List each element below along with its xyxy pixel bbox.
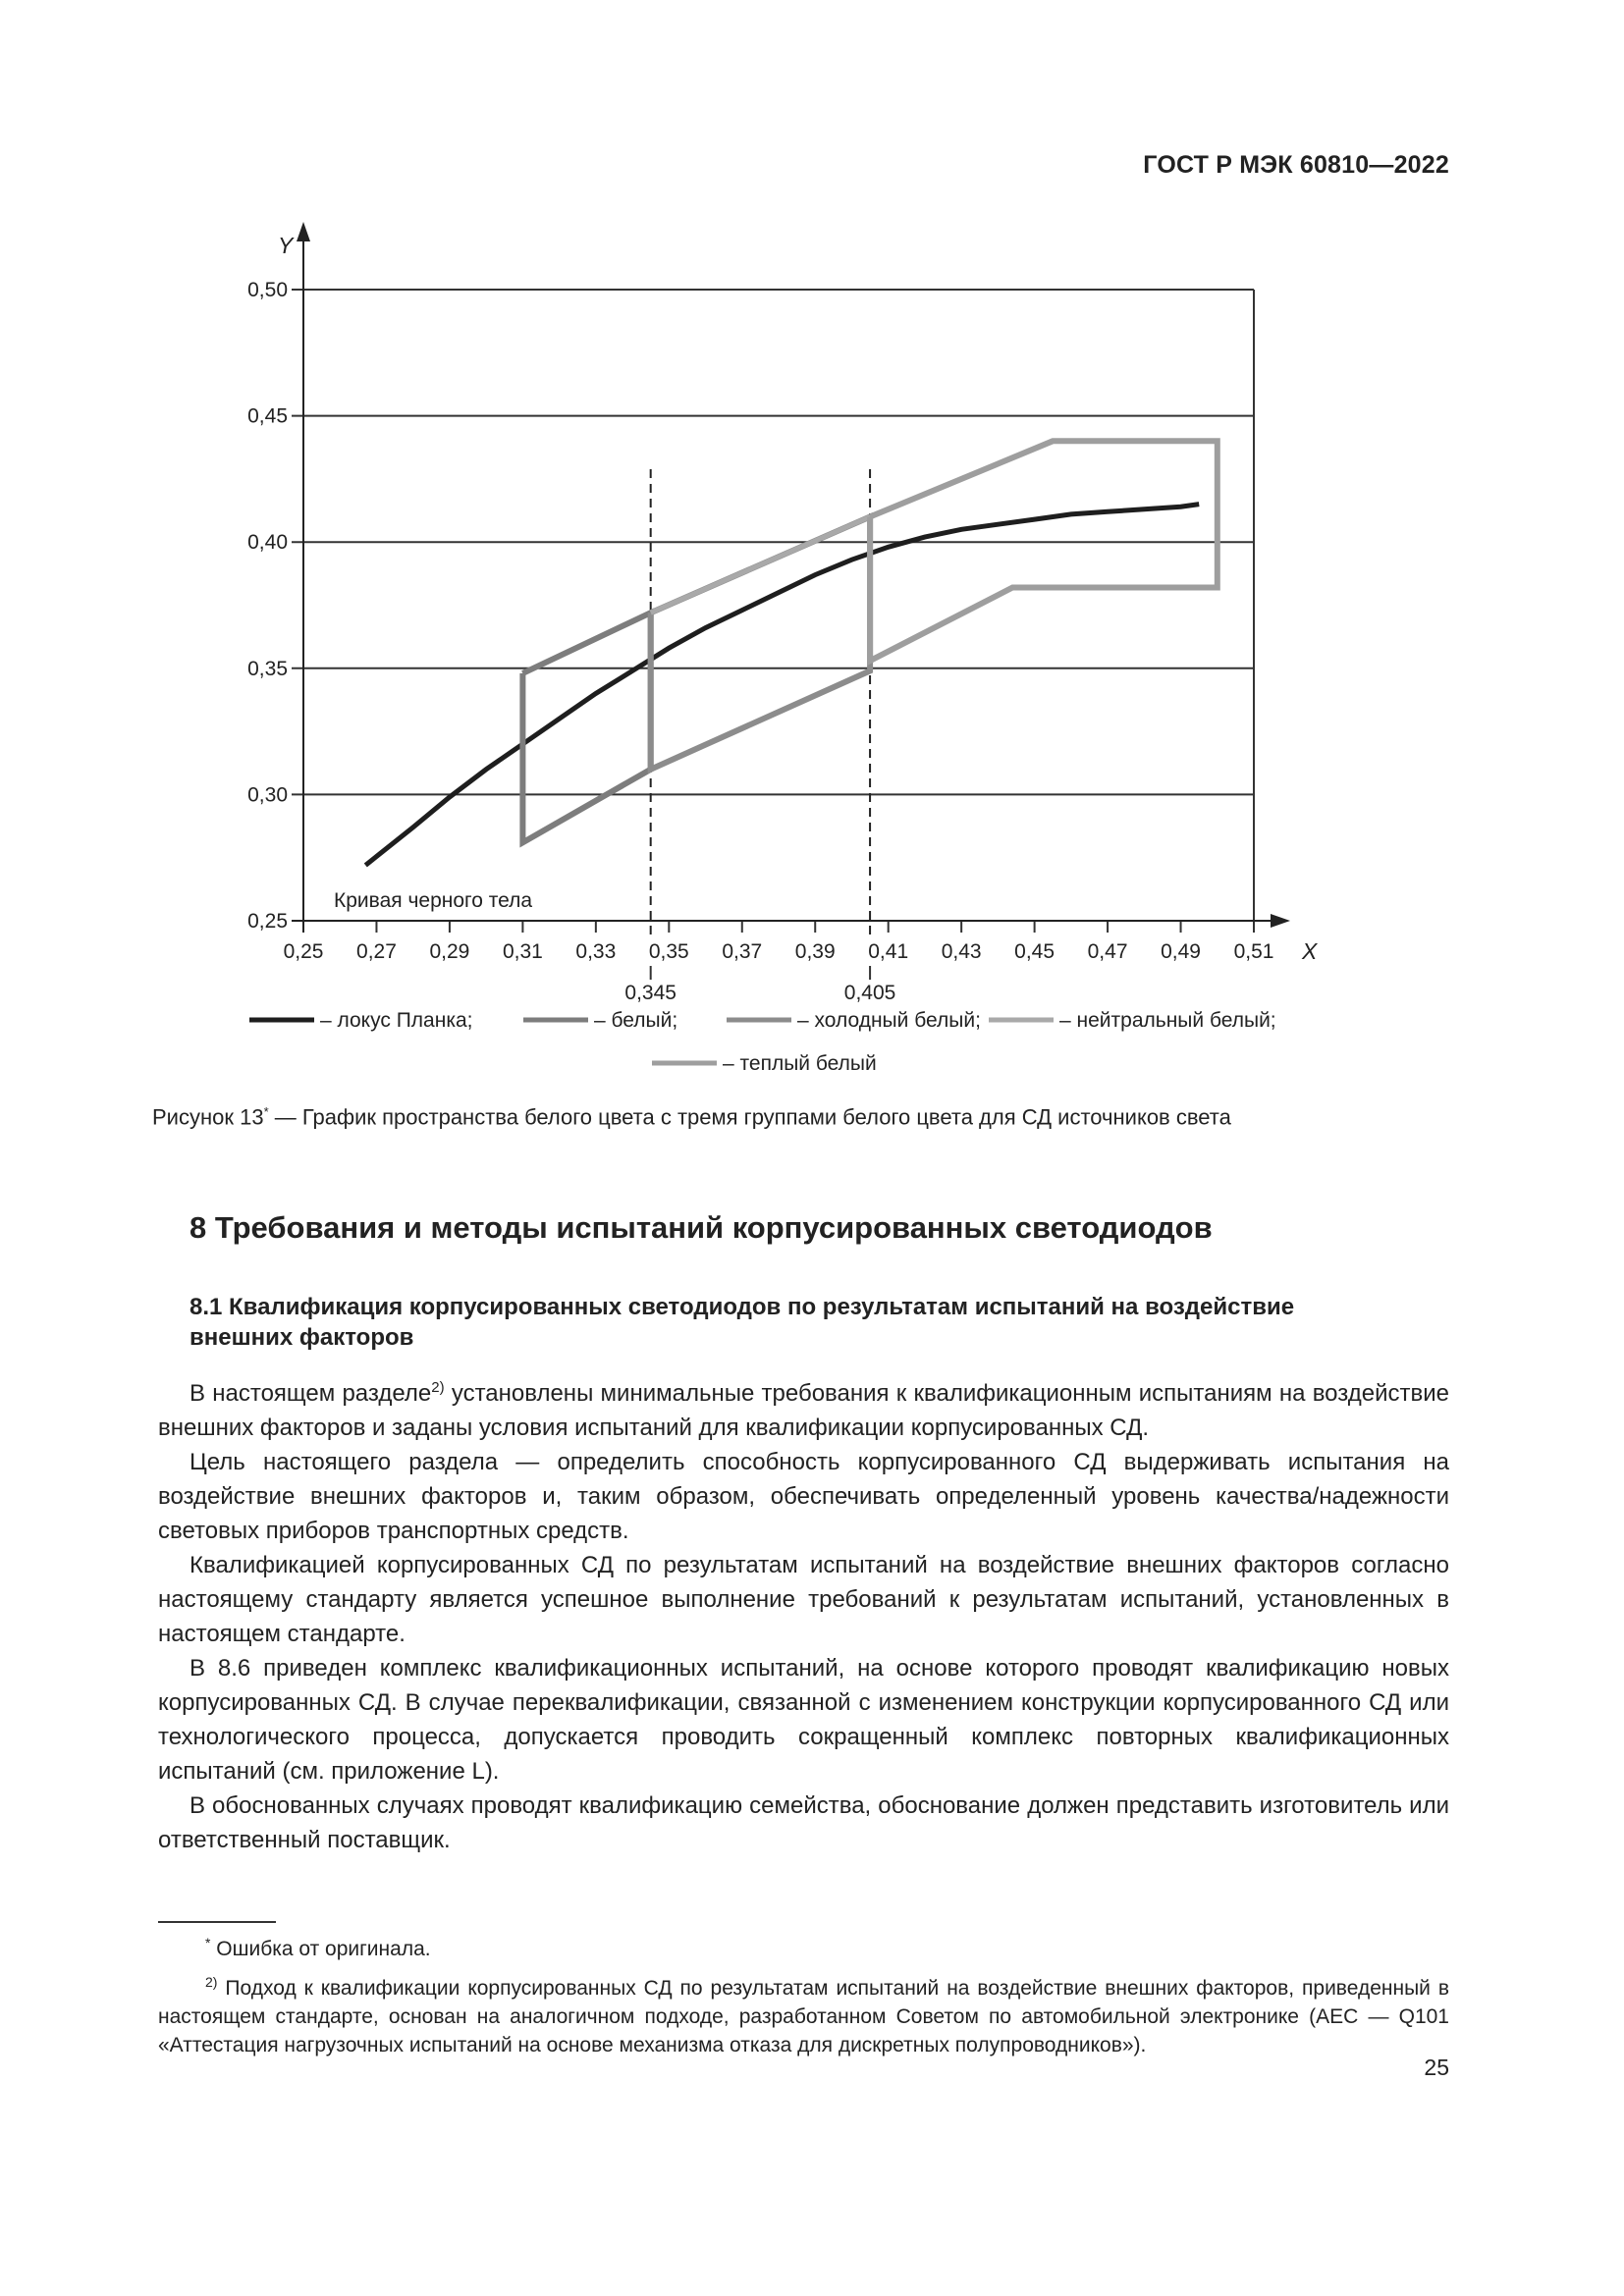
legend-label: – белый; [594,1009,678,1032]
page-number: 25 [1424,2055,1449,2080]
figure-caption [152,1104,1231,1130]
white-color-space-chart [0,0,1624,1109]
y-tick-label: 0,25 [247,910,288,933]
blackbody-annotation: Кривая черного тела [334,889,533,912]
series-white [522,613,650,842]
x-tick-label: 0,43 [941,940,982,963]
y-tick-label: 0,40 [247,531,288,555]
x-axis-label: X [1302,938,1318,964]
legend-label: – теплый белый [723,1052,877,1075]
footnotes [158,1929,1449,2064]
x-tick-label: 0,35 [648,940,689,963]
y-tick-label: 0,35 [247,657,288,680]
paragraph [158,1370,1449,1445]
footnote [158,1929,1449,1963]
x-tick-label: 0,47 [1087,940,1128,963]
series-cold-white [651,517,870,770]
boundary-label: 0,345 [624,982,677,1004]
x-tick-label: 0,51 [1233,940,1274,963]
footnote-mark: * [205,1935,211,1950]
paragraph: В 8.6 приведен комплекс квалификационных испытаний, на основе которого проводят квалификацию новых корпусированных СД. В случае переквалификации, связанной с изменением конструкции корпусированного СД или технологического процесса, допускается проводить сокращенный комплекс повторных квалификационных испытаний (см. приложение L). [158,1655,1449,1785]
section-title: 8 Требования и методы испытаний корпусированных светодиодов [189,1210,1213,1245]
x-tick-label: 0,41 [868,940,909,963]
caption-mark: * [263,1104,269,1119]
x-axis-arrow [1271,914,1290,928]
y-axis-arrow [297,222,310,241]
chart-svg [0,0,1624,1109]
footnote [158,1968,1449,2059]
paragraph: В обоснованных случаях проводят квалификацию семейства, обоснование должен представить изготовитель или ответственный поставщик. [158,1792,1449,1853]
paragraph: Квалификацией корпусированных СД по результатам испытаний на воздействие внешних факторов согласно настоящему стандарту является успешное выполнение требований к результатам испытаний, установленных в настоящем стандарте. [158,1552,1449,1647]
x-tick-label: 0,31 [502,940,543,963]
y-tick-label: 0,45 [247,404,288,428]
y-axis-label: Y [278,233,294,258]
subsection-title: 8.1 Квалификация корпусированных светодиодов по результатам испытаний на воздействие внешних факторов [189,1294,1295,1351]
legend-label: – холодный белый; [797,1009,981,1032]
x-tick-label: 0,49 [1161,940,1201,963]
x-tick-label: 0,45 [1014,940,1056,963]
legend-label: – локус Планка; [320,1009,473,1032]
paragraph: Цель настоящего раздела — определить способность корпусированного СД выдерживать испытания на воздействие внешних факторов и, таким образом, обеспечивать определенный уровень качества/надежности световых приборов транспортных средств. [158,1449,1449,1544]
footnote-text: Ошибка от оригинала. [210,1938,431,1960]
footnote-text: Подход к квалификации корпусированных СД по результатам испытаний на воздействие внешних факторов, приведенный в настоящем стандарте, основан на аналогичном подходе, разработанном Советом по автомобильной электронике (AEC — Q101 «Аттестация нагрузочных испытаний на основе механизма отказа для дискретных полупроводников»). [158,1977,1449,2056]
x-tick-label: 0,39 [794,940,836,963]
boundary-label: 0,405 [843,982,896,1004]
series-warm-white [870,441,1218,661]
footnote-divider [158,1921,276,1923]
y-tick-label: 0,30 [247,783,288,807]
body-text [158,1370,1449,1857]
x-tick-label: 0,27 [356,940,397,963]
caption-prefix: Рисунок 13 [152,1104,264,1130]
caption-text: — График пространства белого цвета с тремя группами белого цвета для СД источников света [268,1104,1231,1130]
y-tick-label: 0,50 [247,279,288,301]
paragraph-text: установлены минимальные требования к квалификационным испытаниям на воздействие внешних факторов и заданы условия испытаний для квалификации корпусированных СД. [158,1380,1449,1441]
x-tick-label: 0,29 [429,940,470,963]
legend-label: – нейтральный белый; [1059,1009,1276,1032]
x-tick-label: 0,33 [575,940,617,963]
x-tick-label: 0,25 [283,940,324,963]
paragraph-text: В настоящем разделе [189,1380,432,1407]
footnote-mark: 2) [205,1974,218,1990]
document-code: ГОСТ Р МЭК 60810—2022 [1143,151,1449,179]
footnote-ref: 2) [431,1379,445,1396]
x-tick-label: 0,37 [722,940,763,963]
